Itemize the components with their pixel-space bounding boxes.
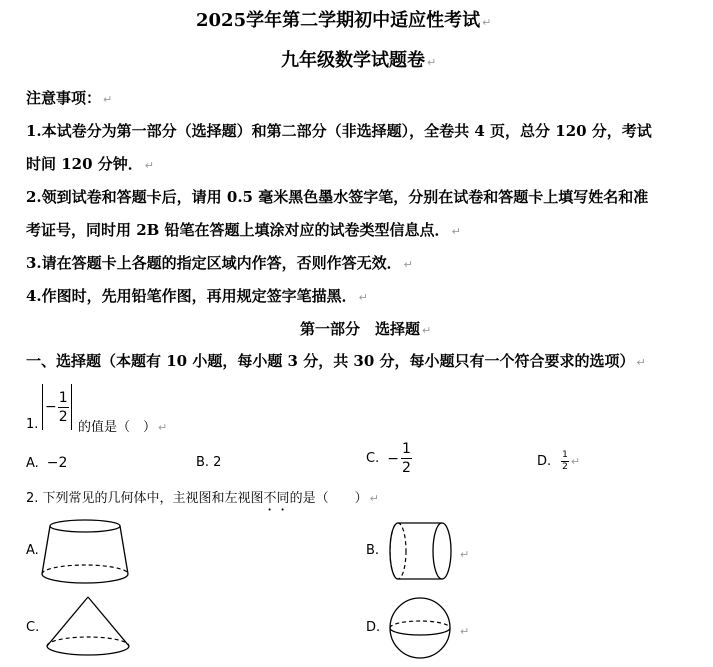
sphere-figure	[386, 594, 456, 664]
paragraph-mark: ↵	[144, 159, 154, 172]
q2-option-d-label[interactable]: D.	[366, 620, 381, 635]
paragraph-mark: ↵	[158, 421, 168, 434]
paragraph-mark: ↵	[460, 625, 470, 638]
option-label: C.	[366, 451, 380, 466]
paragraph-mark: ↵	[451, 225, 461, 238]
fraction-numerator: 1	[401, 441, 411, 457]
option-label: B.	[196, 455, 210, 470]
q1-option-b[interactable]	[196, 455, 221, 470]
q1-option-d[interactable]	[537, 451, 580, 472]
q1-fraction	[58, 391, 69, 424]
q1-minus-sign: −	[45, 399, 57, 415]
option-minus: −	[387, 450, 399, 467]
paragraph-mark: ↵	[636, 356, 646, 369]
q1-numerator: 1	[58, 389, 68, 406]
exam-subtitle: 九年级数学试题卷 ↵	[281, 50, 437, 71]
q1-option-c[interactable]	[366, 442, 412, 475]
paragraph-mark: ↵	[482, 16, 492, 29]
note-3: 3.请在答题卡上各题的指定区域内作答，否则作答无效． ↵	[26, 254, 413, 272]
q2-option-a-label[interactable]: A.	[26, 543, 39, 558]
note-2-line-2: 考证号，同时用 2B 铅笔在答题上填涂对应的试卷类型信息点． ↵	[26, 221, 461, 239]
fraction-denominator: 2	[562, 462, 568, 472]
paragraph-mark: ↵	[103, 93, 113, 106]
note-1-line-1: 1.本试卷分为第一部分（选择题）和第二部分（非选择题），全卷共 4 页，总分 120 分，考试	[26, 122, 652, 140]
part1-heading: 第一部分 选择题 ↵	[300, 320, 432, 338]
option-value: −2	[46, 455, 68, 471]
option-value: 2	[213, 455, 222, 470]
q1-stem: 的值是（ ） ↵	[78, 420, 168, 435]
q2-stem: 2. 下列常见的几何体中，主视图和左视图不同的是（ ） ↵	[26, 491, 379, 506]
note-4: 4.作图时，先用铅笔作图，再用规定签字笔描黑． ↵	[26, 287, 368, 305]
paragraph-mark: ↵	[422, 324, 432, 337]
q2-option-b-label[interactable]: B.	[366, 543, 380, 558]
q2-option-c-label[interactable]: C.	[26, 620, 40, 635]
note-1-line-2: 时间 120 分钟． ↵	[26, 155, 154, 173]
cylinder-figure	[386, 518, 456, 584]
paragraph-mark: ↵	[460, 548, 470, 561]
q1-denominator: 2	[58, 408, 68, 425]
q1-absolute-value	[42, 384, 72, 430]
q2-emphasis: 不同	[263, 491, 290, 506]
option-fraction	[561, 451, 569, 472]
exam-title: 2025学年第二学期初中适应性考试 ↵	[196, 10, 492, 31]
section-heading: 一、选择题（本题有 10 小题，每小题 3 分，共 30 分，每小题只有一个符合要求的选项） ↵	[26, 352, 646, 370]
option-fraction	[401, 442, 412, 475]
note-2-line-1: 2.领到试卷和答题卡后，请用 0.5 毫米黑色墨水签字笔，分别在试卷和答题卡上填写姓名和准	[26, 188, 649, 206]
q1-option-a[interactable]	[26, 455, 67, 471]
option-label: A.	[26, 456, 39, 471]
paragraph-mark: ↵	[358, 291, 368, 304]
paragraph-mark: ↵	[369, 492, 379, 505]
notes-heading: 注意事项： ↵	[26, 89, 113, 107]
option-label: D.	[537, 454, 552, 469]
fraction-numerator: 1	[562, 450, 568, 460]
q1-number: 1.	[26, 417, 39, 432]
fraction-denominator: 2	[401, 460, 411, 476]
cone-figure	[44, 594, 132, 664]
frustum-figure	[40, 516, 132, 588]
paragraph-mark: ↵	[570, 455, 581, 468]
paragraph-mark: ↵	[427, 56, 437, 69]
paragraph-mark: ↵	[403, 258, 413, 271]
